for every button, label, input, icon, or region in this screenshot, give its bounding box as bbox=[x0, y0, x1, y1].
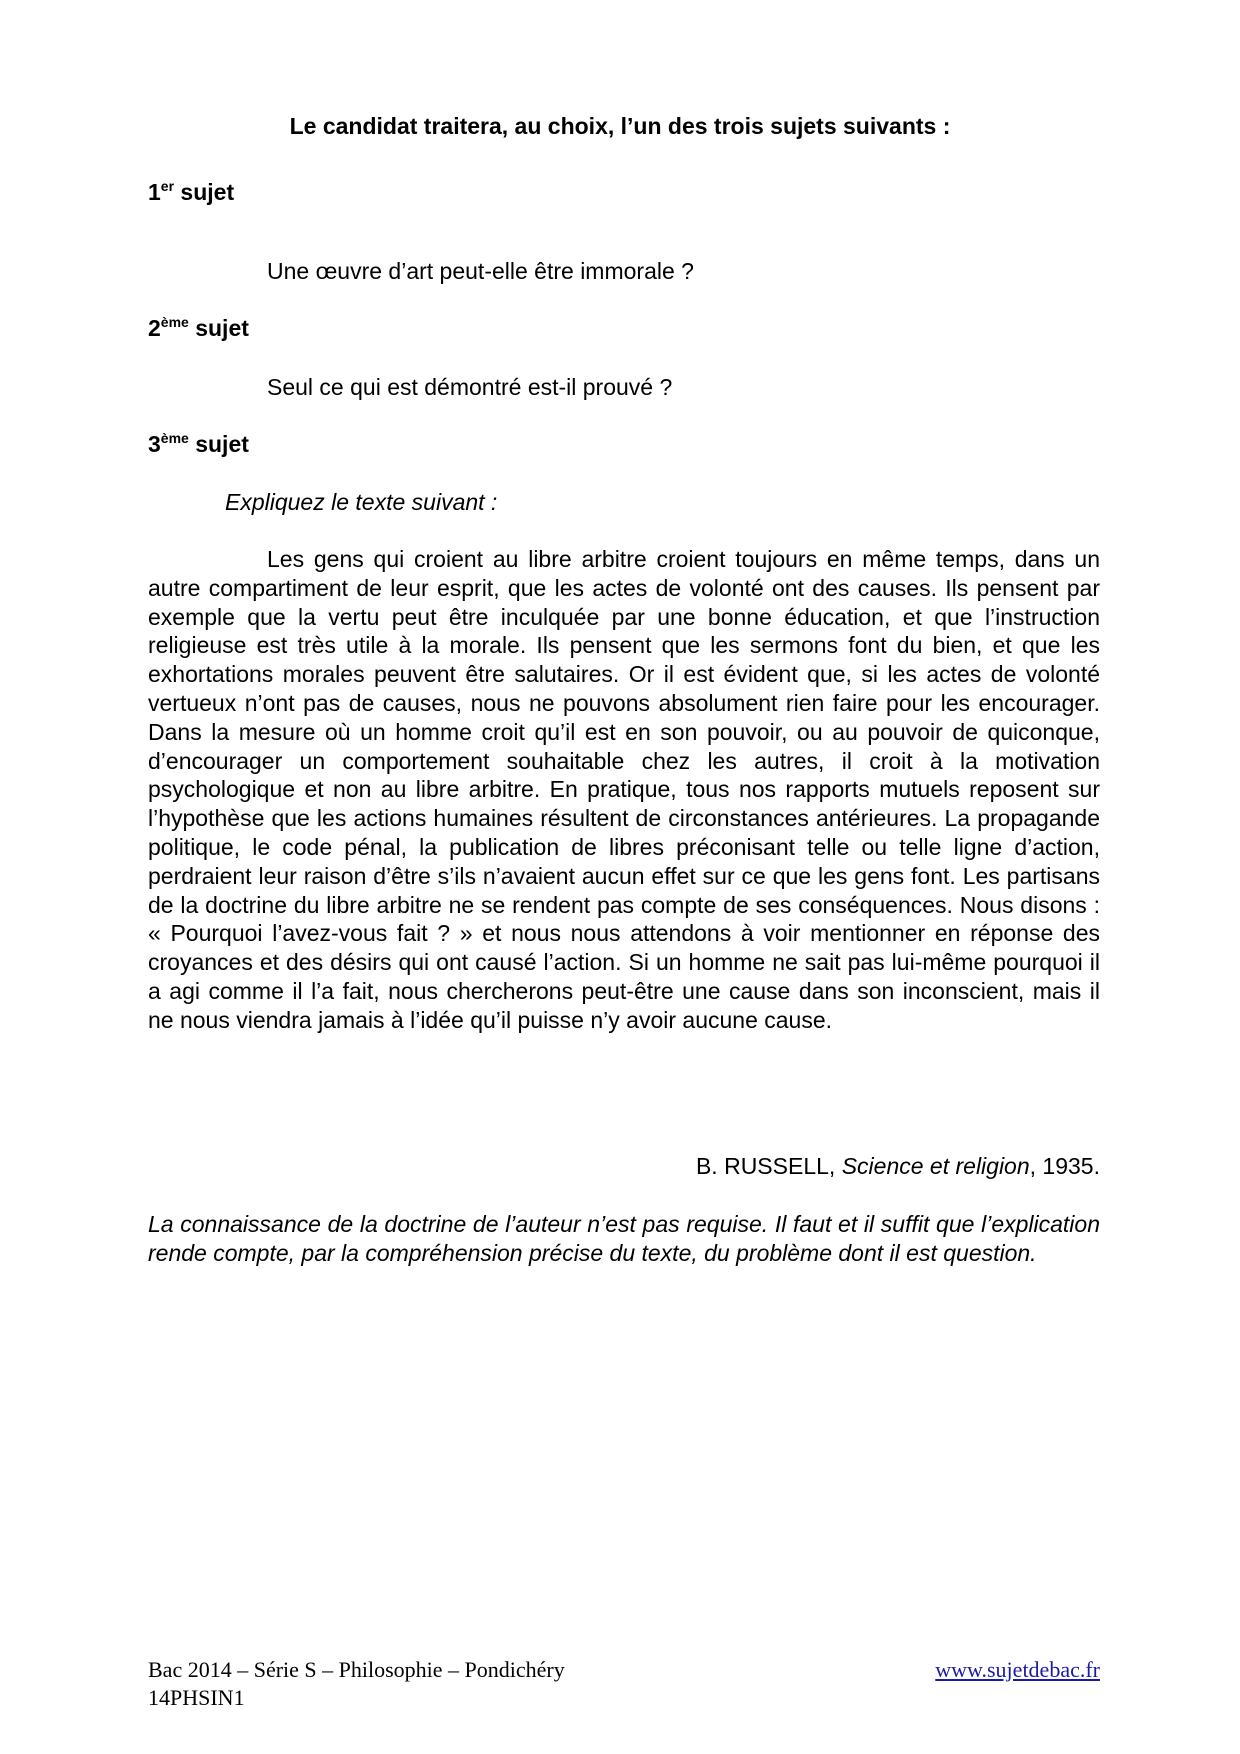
footer-code: 14PHSIN1 bbox=[148, 1685, 245, 1710]
citation-year: , 1935. bbox=[1029, 1153, 1100, 1179]
explain-lead: Expliquez le texte suivant : bbox=[225, 489, 498, 515]
subject-2-number: 2 bbox=[148, 315, 161, 341]
subject-2-label: sujet bbox=[195, 315, 249, 341]
subject-2-heading bbox=[148, 314, 249, 342]
footer-exam-line: Bac 2014 – Série S – Philosophie – Pondichéry bbox=[148, 1657, 565, 1682]
subject-1-heading bbox=[148, 178, 234, 206]
footer-info bbox=[148, 1656, 565, 1712]
subject-3-number: 3 bbox=[148, 431, 161, 457]
russell-passage: Les gens qui croient au libre arbitre croient toujours en même temps, dans un autre compartiment de leur esprit, que les actes de volonté ont des causes. Ils pensent par exemple que la vertu peut être inculquée par une bonne éducation, et que l’instruction religieuse est très utile à la morale. Ils pensent que les sermons font du bien, et que les exhortations morales peuvent être salutaires. Or il est évident que, si les actes de volonté vertueux n’ont pas de causes, nous ne pouvons absolument rien faire pour les encourager. Dans la mesure où un homme croit qu’il est en son pouvoir, ou au pouvoir de quiconque, d’encourager un comportement souhaitable chez les autres, il croit à la motivation psychologique et non au libre arbitre. En pratique, tous nos rapports mutuels reposent sur l’hypothèse que les actions humaines résultent de circonstances antérieures. La propagande politique, le code pénal, la publication de libres préconisant telle ou telle ligne d’action, perdraient leur raison d’être s’ils n’avaient aucun effet sur ce que les gens font. Les partisans de la doctrine du libre arbitre ne se rendent pas compte de ses conséquences. Nous disons : « Pourquoi l’avez-vous fait ? » et nous nous attendons à voir mentionner en réponse des croyances et des désirs qui ont causé l’action. Si un homme ne sait pas lui-même pourquoi il a agi comme il l’a fait, nous chercherons peut-être une cause dans son inconscient, mais il ne nous viendra jamais à l’idée qu’il puisse n’y avoir aucune cause. bbox=[148, 546, 1100, 1033]
subject-1-label: sujet bbox=[180, 179, 235, 205]
citation-author: B. RUSSELL, bbox=[695, 1153, 836, 1179]
subject-1-question: Une œuvre d’art peut-elle être immorale ? bbox=[267, 258, 694, 284]
instruction-note: La connaissance de la doctrine de l’auteur n’est pas requise. Il faut et il suffit que l’explication rende compte, par la compréhension précise du texte, du problème dont il est question. bbox=[148, 1211, 1100, 1266]
subject-2-question: Seul ce qui est démontré est-il prouvé ? bbox=[267, 374, 673, 400]
subject-3-heading bbox=[148, 430, 249, 458]
subject-1-suffix: er bbox=[160, 178, 175, 194]
footer-website-link[interactable]: www.sujetdebac.fr bbox=[935, 1657, 1100, 1682]
instruction-line: Le candidat traitera, au choix, l’un des trois sujets suivants : bbox=[289, 113, 951, 139]
subject-3-label: sujet bbox=[195, 431, 249, 457]
subject-3-suffix: ème bbox=[160, 430, 189, 446]
citation bbox=[696, 1152, 1100, 1180]
subject-1-number: 1 bbox=[148, 179, 161, 205]
subject-2-suffix: ème bbox=[160, 314, 189, 330]
citation-work: Science et religion bbox=[841, 1153, 1030, 1179]
